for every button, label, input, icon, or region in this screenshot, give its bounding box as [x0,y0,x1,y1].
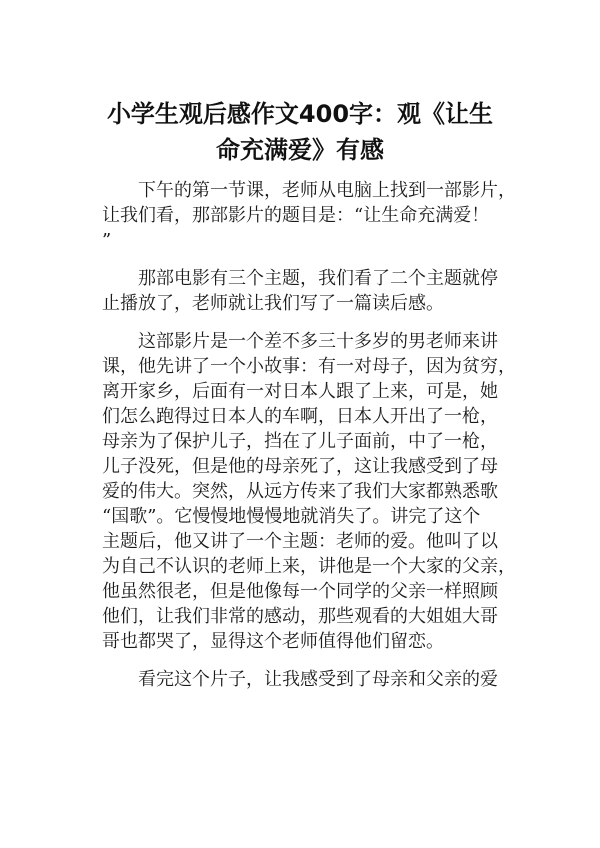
text-line: 爱的伟大。突然，从远方传来了我们大家都熟悉歌 [102,481,498,502]
paragraph-4 [102,667,522,692]
text-line: 儿子没死，但是他的母亲死了，这让我感受到了母 [102,456,498,477]
text-line: 他虽然很老，但是他像每一个同学的父亲一样照顾 [102,581,498,602]
text-line: 母亲为了保护儿子，挡在了儿子面前，中了一枪， [102,431,498,452]
paragraph-3 [102,329,522,654]
title-line: 命充满爱》有感 [216,136,384,165]
text-line: “国歌”。它慢慢地慢慢地就消失了。讲完了这个 [102,506,481,527]
text-line: 为自己不认识的老师上来，讲他是一个大家的父亲， [102,556,516,577]
paragraph-1 [102,178,522,253]
text-line: 课，他先讲了一个小故事：有一对母子，因为贫穷， [102,356,516,377]
text-line: 离开家乡，后面有一对日本人跟了上来，可是，她 [102,381,498,402]
text-line: 主题后，他又讲了一个主题：老师的爱。他叫了以 [102,531,498,552]
text-line: 止播放了，老师就让我们写了一篇读后感。 [102,293,444,314]
document-body [102,178,522,705]
text-line: ” [102,230,112,251]
text-line: 那部电影有三个主题，我们看了二个主题就停 [138,268,498,289]
text-line: 这部影片是一个差不多三十多岁的男老师来讲 [138,331,498,352]
text-line: 下午的第一节课，老师从电脑上找到一部影片， [138,180,516,201]
text-line: 让我们看，那部影片的题目是：“让生命充满爱！ [102,205,490,226]
paragraph-2 [102,266,522,316]
text-line: 哥也都哭了，显得这个老师值得他们留恋。 [102,631,444,652]
text-line: 们怎么跑得过日本人的车啊，日本人开出了一枪， [102,406,498,427]
text-line: 他们，让我们非常的感动，那些观看的大姐姐大哥 [102,606,498,627]
document-title [60,96,540,168]
text-line: 看完这个片子，让我感受到了母亲和父亲的爱 [138,669,498,690]
title-line: 小学生观后感作文400字：观《让生 [106,100,494,129]
